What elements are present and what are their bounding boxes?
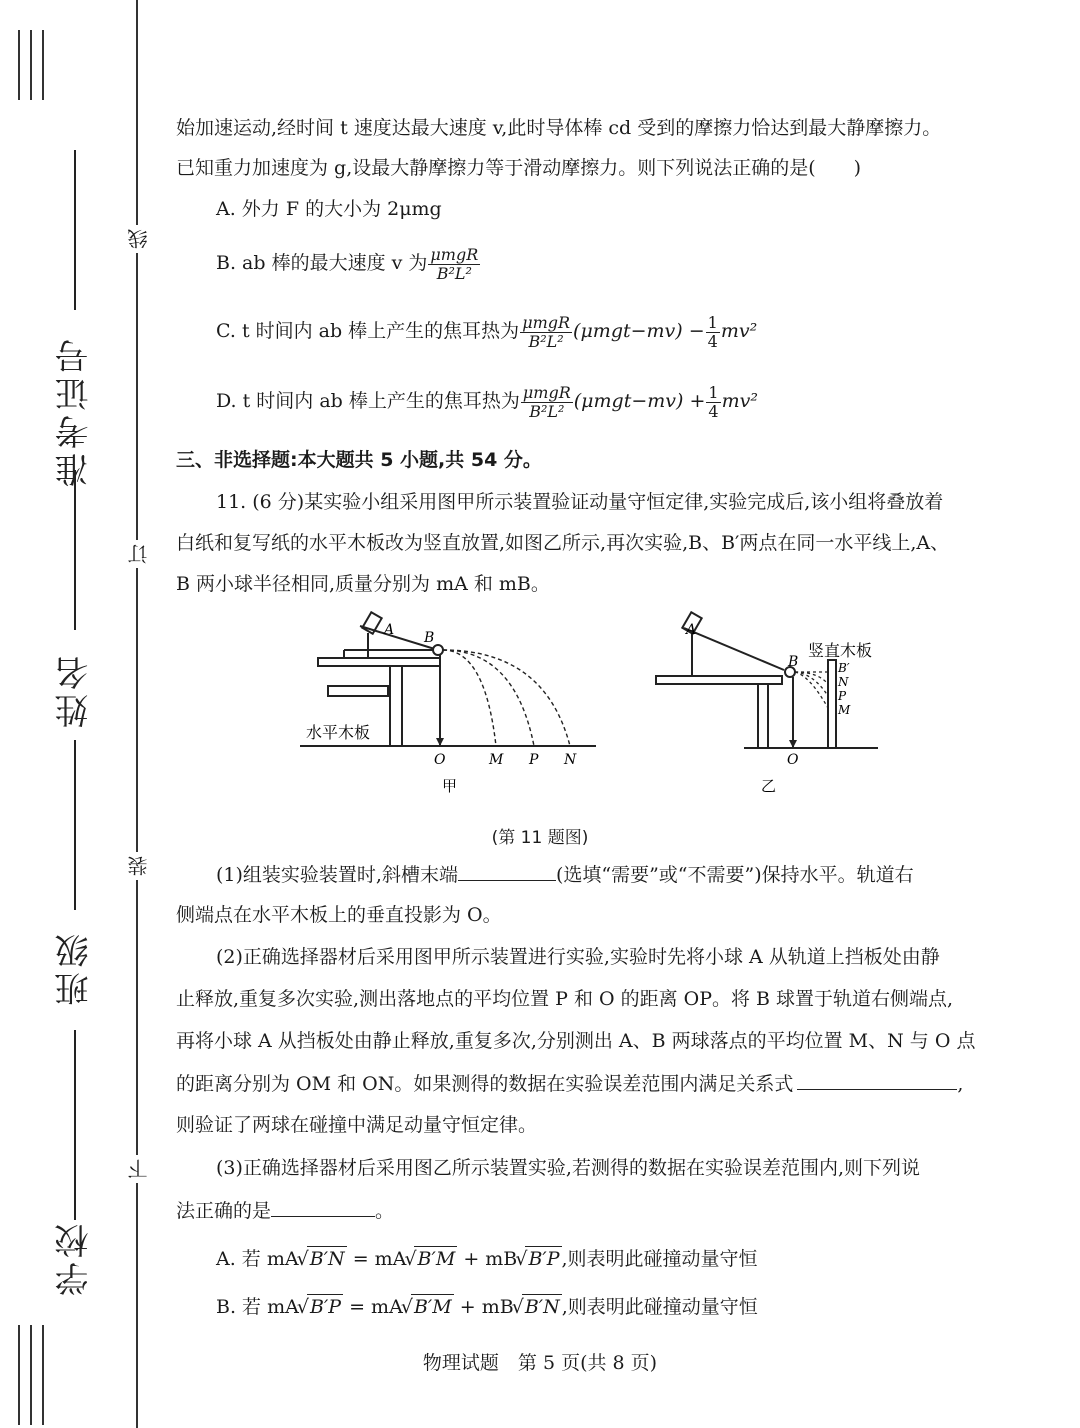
point-p: P xyxy=(529,752,539,768)
intro-line-2: 已知重力加速度为 g,设最大静摩擦力等于滑动摩擦力。则下列说法正确的是( ) xyxy=(176,157,862,179)
q11-part1-line2: 侧端点在水平木板上的垂直投影为 O。 xyxy=(176,904,502,926)
margin-line xyxy=(18,1325,20,1425)
opt-a-post: ,则表明此碰撞动量守恒 xyxy=(561,1248,758,1270)
option-c-mv2: mv² xyxy=(720,320,758,342)
q11-line-3: B 两小球半径相同,质量分别为 mA 和 mB。 xyxy=(176,573,550,595)
quarter-fraction xyxy=(706,314,720,351)
option-c-fraction xyxy=(520,314,572,351)
student-id-fill-line xyxy=(74,150,76,310)
q11-part2-line3: 再将小球 A 从挡板处由静止释放,重复多次,分别测出 A、B 两球落点的平均位置 M、N 与 O 点 xyxy=(176,1030,976,1052)
opt-b-post: ,则表明此碰撞动量守恒 xyxy=(561,1296,758,1318)
q11-part2-d: 的距离分别为 OM 和 ON。如果测得的数据在实验误差范围内满足关系式 xyxy=(176,1073,794,1095)
opt-a-root-3: √ B′P xyxy=(525,1246,561,1271)
table-top xyxy=(656,676,782,684)
q11-part2-line4 xyxy=(176,1071,963,1096)
option-d-fraction xyxy=(521,384,573,421)
q11-part2-line5: 则验证了两球在碰撞中满足动量守恒定律。 xyxy=(176,1114,538,1136)
q11-line-1: 11. (6 分)某实验小组采用图甲所示装置验证动量守恒定律,实验完成后,该小组将叠放着 xyxy=(216,491,944,513)
q11-part3-b: 法正确的是 xyxy=(176,1200,272,1222)
opt-b-root-1: √ B′P xyxy=(307,1294,343,1319)
school-fill-line xyxy=(74,1030,76,1220)
point-n: N xyxy=(838,675,849,689)
point-p: P xyxy=(838,689,847,703)
opt-a-root-1: √ B′N xyxy=(307,1246,347,1271)
q11-option-b xyxy=(216,1294,758,1319)
vertical-board xyxy=(828,660,836,748)
margin-line xyxy=(18,30,20,100)
table-top xyxy=(318,658,440,666)
figure-caption: (第 11 题图) xyxy=(491,828,589,848)
option-c-tail: (μmgt−mv) − xyxy=(573,320,705,342)
q11-part2-line2: 止释放,重复多次实验,测出落地点的平均位置 P 和 O 的距离 OP。将 B 球置于轨道右侧端点, xyxy=(176,988,954,1010)
trajectories xyxy=(443,650,570,746)
option-b xyxy=(216,240,481,286)
q11-part1-b: (选填“需要”或“不需要”)保持水平。轨道右 xyxy=(555,864,914,886)
school-label: 学校 xyxy=(55,1220,95,1296)
comma: , xyxy=(957,1073,964,1095)
binding-margin xyxy=(0,0,150,1428)
option-a: A. 外力 F 的大小为 2μmg xyxy=(216,198,442,220)
quarter-fraction xyxy=(706,384,720,421)
option-b-text: B. ab 棒的最大速度 v 为 xyxy=(216,252,428,274)
fraction-denominator: B²L² xyxy=(528,331,564,351)
answer-blank-1[interactable] xyxy=(458,862,556,881)
quarter-numerator: 1 xyxy=(708,382,719,402)
option-d-text: D. t 时间内 ab 棒上产生的焦耳热为 xyxy=(216,390,520,412)
plumb-arrow xyxy=(789,740,797,748)
figure-jia xyxy=(300,608,600,798)
class-label: 班级 xyxy=(55,930,95,1006)
cut-mark-zhuang: 装 xyxy=(124,852,153,880)
table-shelf xyxy=(328,686,388,696)
label-b: B xyxy=(424,630,435,646)
opt-b-root-2: √ B′M xyxy=(411,1294,454,1319)
quarter-denominator: 4 xyxy=(707,331,718,351)
page-footer: 物理试题 第 5 页(共 8 页) xyxy=(422,1352,658,1374)
ramp xyxy=(684,628,784,670)
point-n: N xyxy=(564,752,577,768)
label-a: A xyxy=(384,622,395,638)
point-o: O xyxy=(434,752,446,768)
q11-part1-line1 xyxy=(216,862,914,887)
fraction-numerator: μmgR xyxy=(430,244,479,264)
vertical-board-label: 竖直木板 xyxy=(808,641,873,660)
option-b-fraction xyxy=(428,246,480,283)
figure-yi-caption: 乙 xyxy=(761,777,777,795)
opt-b-plus: + mB xyxy=(459,1296,514,1318)
q11-part1-a: (1)组装实验装置时,斜槽末端 xyxy=(216,864,458,886)
fraction-denominator: B²L² xyxy=(529,401,565,421)
margin-line xyxy=(42,1325,44,1425)
cut-line xyxy=(136,0,138,1428)
answer-blank-3[interactable] xyxy=(271,1198,375,1217)
cut-mark-xia: 下 xyxy=(124,1155,153,1183)
opt-a-pre: A. 若 mA xyxy=(216,1248,299,1270)
cut-mark-ding: 订 xyxy=(124,540,153,568)
cut-mark-xian: 线 xyxy=(124,225,153,253)
q11-part3-line1: (3)正确选择器材后采用图乙所示装置实验,若测得的数据在实验误差范围内,则下列说 xyxy=(216,1157,920,1179)
figure-jia-caption: 甲 xyxy=(442,777,458,795)
section-3-heading: 三、非选择题:本大题共 5 小题,共 54 分。 xyxy=(176,449,542,471)
q11-part3-end: 。 xyxy=(375,1200,395,1222)
q11-part2-line1: (2)正确选择器材后采用图甲所示装置进行实验,实验时先将小球 A 从轨道上挡板处由静 xyxy=(216,946,940,968)
student-id-label: 准考证号 xyxy=(55,335,95,487)
quarter-denominator: 4 xyxy=(708,401,719,421)
point-m: M xyxy=(489,752,504,768)
quarter-numerator: 1 xyxy=(707,312,718,332)
figure-yi xyxy=(650,608,890,798)
q11-line-2: 白纸和复写纸的水平木板改为竖直放置,如图乙所示,再次实验,B、B′两点在同一水平线上,A、 xyxy=(176,532,950,554)
option-d-tail: (μmgt−mv) + xyxy=(573,390,706,412)
q11-option-a xyxy=(216,1246,758,1271)
opt-b-root-3: √ B′N xyxy=(522,1294,562,1319)
opt-a-plus: + mB xyxy=(463,1248,518,1270)
answer-blank-2[interactable] xyxy=(797,1071,957,1090)
option-c xyxy=(216,308,757,354)
point-o: O xyxy=(787,752,799,768)
option-d-mv2: mv² xyxy=(721,390,758,412)
trajectories xyxy=(795,672,828,708)
q11-part3-line2 xyxy=(176,1198,394,1223)
point-b-prime: B′ xyxy=(838,661,850,675)
margin-line xyxy=(30,30,32,100)
margin-line xyxy=(42,30,44,100)
name-label: 姓名 xyxy=(55,652,95,728)
margin-line xyxy=(30,1325,32,1425)
point-m: M xyxy=(838,703,851,717)
name-fill-line xyxy=(74,470,76,630)
fraction-numerator: μmgR xyxy=(522,312,571,332)
table-leg xyxy=(390,666,402,746)
opt-b-mid: = mA xyxy=(349,1296,403,1318)
opt-a-mid: = mA xyxy=(352,1248,407,1270)
label-b: B xyxy=(788,654,799,670)
horizontal-board-label: 水平木板 xyxy=(306,723,371,742)
fraction-denominator: B²L² xyxy=(436,263,472,283)
plumb-arrow xyxy=(436,738,444,746)
opt-b-pre: B. 若 mA xyxy=(216,1296,299,1318)
label-a: A xyxy=(686,622,697,638)
option-c-text: C. t 时间内 ab 棒上产生的焦耳热为 xyxy=(216,320,520,342)
ball-b xyxy=(433,645,443,655)
table-leg xyxy=(758,684,768,748)
opt-a-root-2: √ B′M xyxy=(414,1246,457,1271)
intro-line-1: 始加速运动,经时间 t 速度达最大速度 v,此时导体棒 cd 受到的摩擦力恰达到最大静摩擦力。 xyxy=(176,117,942,139)
option-d xyxy=(216,378,758,424)
fraction-numerator: μmgR xyxy=(522,382,571,402)
